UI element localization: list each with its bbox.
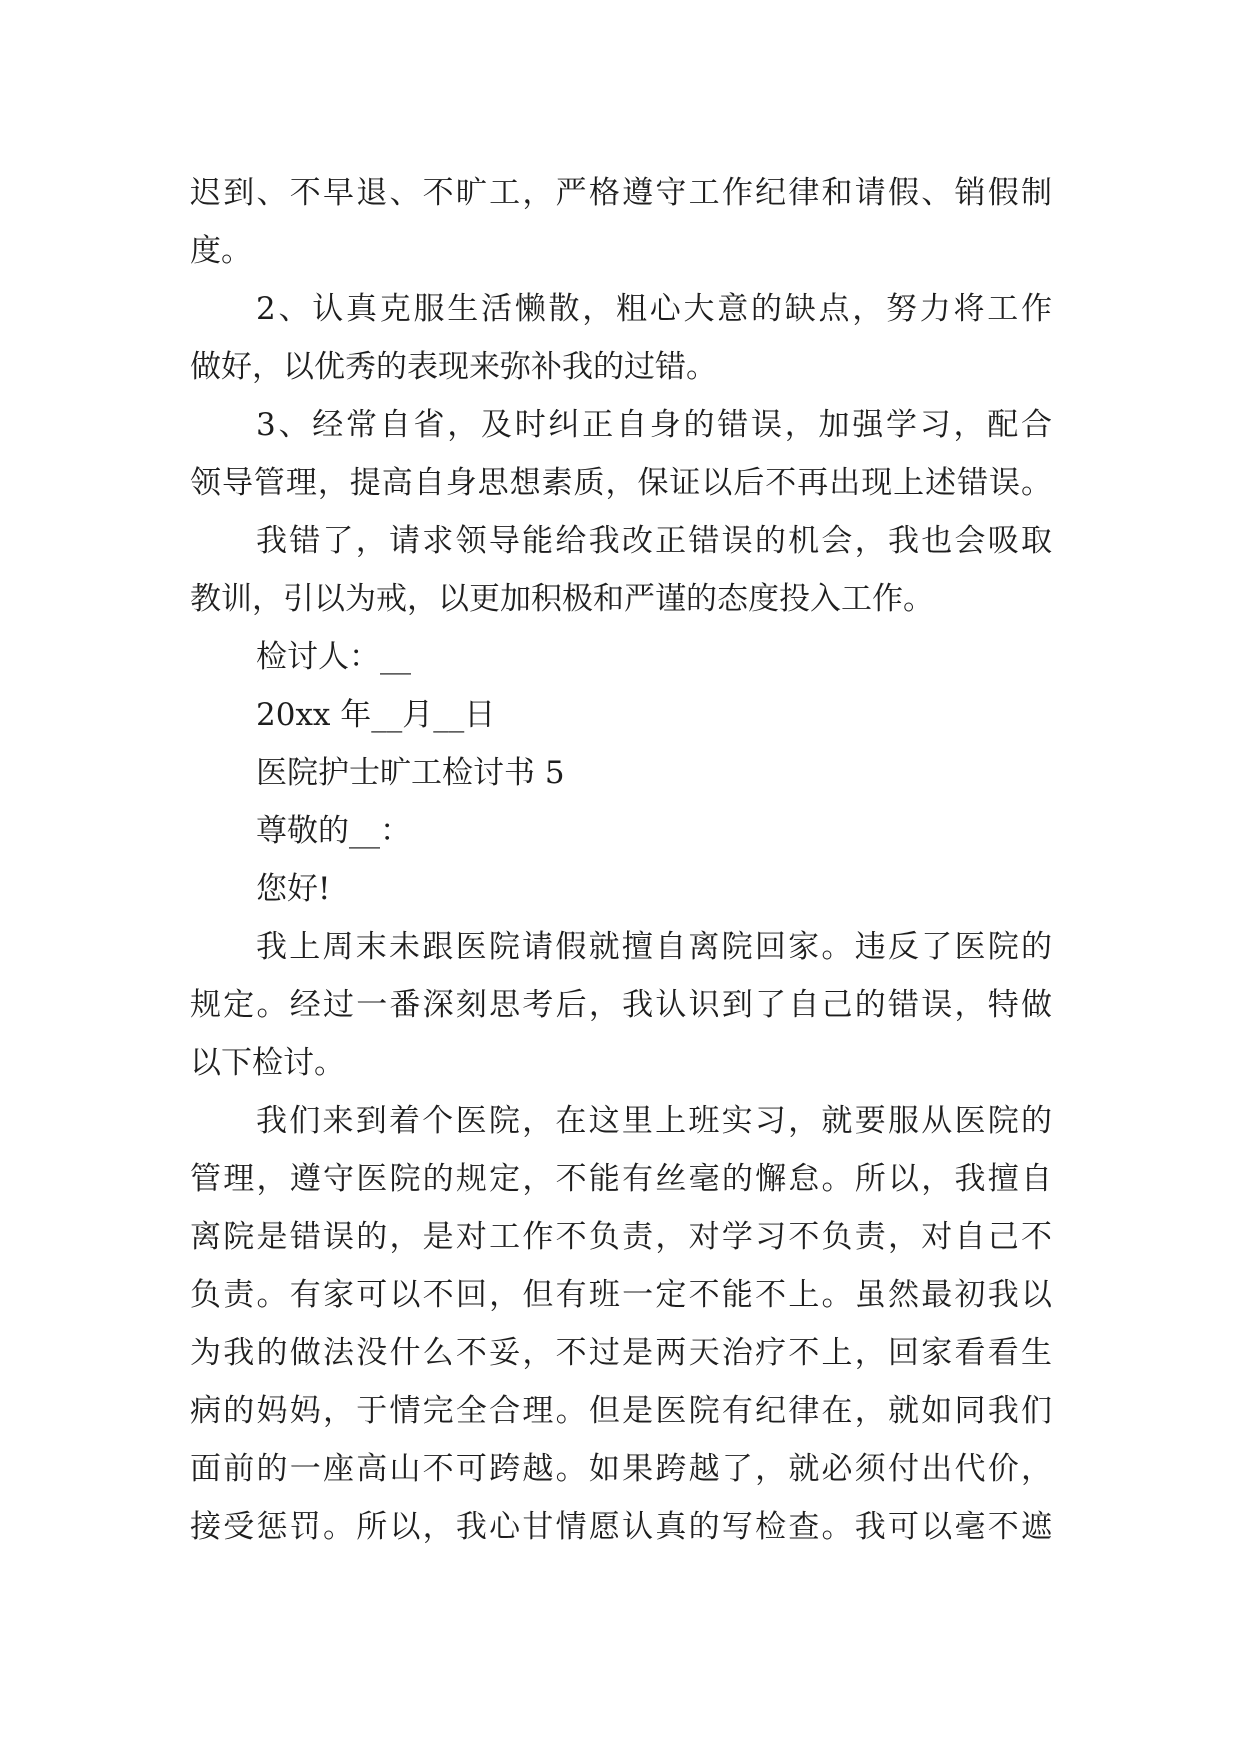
text-line: 医院护士旷工检讨书 5 [256,755,565,791]
text-line: 负责。有家可以不回，但有班一定不能不上。虽然最初我以 [190,1277,1052,1313]
text-line: 以下检讨。 [190,1045,345,1081]
text-line: 领导管理，提高自身思想素质，保证以后不再出现上述错误。 [190,465,1052,501]
text-line: 管理，遵守医院的规定，不能有丝毫的懈怠。所以，我擅自 [190,1161,1052,1197]
text-line: 3、经常自省，及时纠正自身的错误，加强学习，配合 [256,407,1052,443]
document-body [190,164,1052,1556]
text-line: 面前的一座高山不可跨越。如果跨越了，就必须付出代价， [190,1451,1052,1487]
text-line: 检讨人：__ [256,639,411,675]
text-line: 我们来到着个医院，在这里上班实习，就要服从医院的 [256,1103,1052,1139]
text-line: 尊敬的__： [256,813,411,849]
text-line: 教训，引以为戒，以更加积极和严谨的态度投入工作。 [190,581,934,617]
text-line: 规定。经过一番深刻思考后，我认识到了自己的错误，特做 [190,987,1052,1023]
text-line: 病的妈妈，于情完全合理。但是医院有纪律在，就如同我们 [190,1393,1052,1429]
text-line: 为我的做法没什么不妥，不过是两天治疗不上，回家看看生 [190,1335,1052,1371]
text-line: 度。 [190,233,252,269]
text-line: 2、认真克服生活懒散，粗心大意的缺点，努力将工作 [256,291,1052,327]
text-line: 做好，以优秀的表现来弥补我的过错。 [190,349,717,385]
text-line: 我错了，请求领导能给我改正错误的机会，我也会吸取 [256,523,1052,559]
text-line: 我上周末未跟医院请假就擅自离院回家。违反了医院的 [256,929,1052,965]
text-line: 离院是错误的，是对工作不负责，对学习不负责，对自己不 [190,1219,1052,1255]
text-line: 20xx 年__月__日 [256,697,496,733]
text-line: 您好! [256,871,331,907]
text-line: 接受惩罚。所以，我心甘情愿认真的写检查。我可以毫不遮 [190,1509,1052,1545]
text-line: 迟到、不早退、不旷工，严格遵守工作纪律和请假、销假制 [190,175,1052,211]
